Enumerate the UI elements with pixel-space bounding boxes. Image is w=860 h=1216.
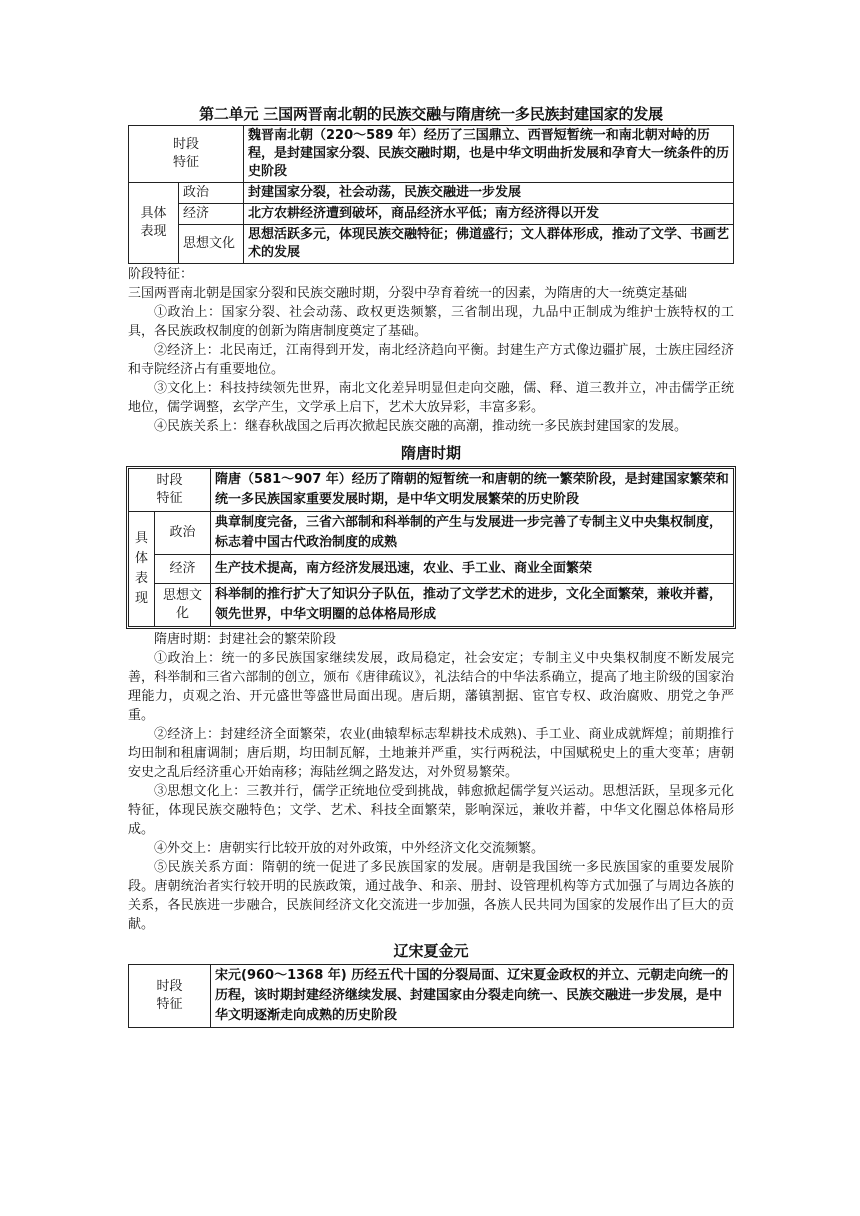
detail-label: 具 [134, 531, 148, 546]
stage-point: ⑤民族关系方面：隋朝的统一促进了多民族国家的发展。唐朝是我国统一多民族国家的重要发展阶段。唐朝统治者实行较开明的民族政策，通过战争、和亲、册封、设管理机构等方式加强了与周边各族的关系，各民族进一步融合，民族间经济文化交流进一步加强，各族人民共同为国家的发展作出了巨大的贡献。 [128, 860, 734, 932]
row-text: 科举制的推行扩大了知识分子队伍，推动了文学艺术的进步，文化全面繁荣，兼收并蓄，领先世界，中华文明圈的总体格局形成 [211, 584, 734, 627]
table-row [129, 965, 734, 1028]
period-label: 特征 [156, 997, 183, 1012]
detail-label-cell [129, 512, 155, 627]
table-row [129, 126, 734, 183]
row-name: 思想文化 [155, 584, 211, 627]
period-label-cell [129, 965, 211, 1028]
period-label: 时段 [156, 473, 183, 488]
liao-song-table [128, 964, 734, 1028]
row-text: 思想活跃多元，体现民族交融特征；佛道盛行；文人群体形成，推动了文学、书画艺术的发展 [244, 225, 734, 264]
section-title-sui-tang: 隋唐时期 [400, 444, 461, 462]
stage-point: ④民族关系上：继春秋战国之后再次掀起民族交融的高潮，推动统一多民族封建国家的发展。 [154, 419, 688, 434]
period-label: 时段 [172, 137, 199, 152]
period-label: 特征 [156, 491, 183, 506]
period-label: 时段 [156, 979, 183, 994]
detail-label: 体 [134, 551, 148, 566]
table-row [129, 555, 734, 584]
stage-intro: 隋唐时期：封建社会的繁荣阶段 [154, 632, 337, 647]
wei-jin-table [128, 125, 734, 264]
table-row [129, 584, 734, 627]
stage-point: ②经济上：北民南迁，江南得到开发，南北经济趋向平衡。封建生产方式像边疆扩展，士族庄园经济和寺院经济占有重要地位。 [128, 343, 734, 377]
period-text: 魏晋南北朝（220～589 年）经历了三国鼎立、西晋短暂统一和南北朝对峙的历程，是封建国家分裂、民族交融时期，也是中华文明曲折发展和孕育大一统条件的历史阶段 [244, 126, 734, 183]
detail-label-cell [129, 183, 179, 264]
row-text: 生产技术提高，南方经济发展迅速，农业、手工业、商业全面繁荣 [211, 555, 734, 584]
table-row [129, 183, 734, 204]
sui-tang-table [128, 468, 734, 627]
row-text: 北方农耕经济遭到破坏，商品经济水平低；南方经济得以开发 [244, 204, 734, 225]
period-label-cell [129, 126, 244, 183]
period-label-cell [129, 469, 211, 512]
row-name: 思想文化 [179, 225, 244, 264]
row-name: 政治 [179, 183, 244, 204]
row-name: 政治 [155, 512, 211, 555]
document-page [128, 98, 734, 1028]
stage-point: ①政治上：统一的多民族国家继续发展，政局稳定，社会安定；专制主义中央集权制度不断发展完善，科举制和三省六部制的创立，颁布《唐律疏议》，礼法结合的中华法系确立，提高了地主阶级的国家治理能力，贞观之治、开元盛世等盛世局面出现。唐后期，藩镇割据、宦官专权、政治腐败、朋党之争严重。 [128, 651, 734, 723]
stage-heading: 阶段特征： [128, 267, 194, 282]
period-text: 宋元(960～1368 年) 历经五代十国的分裂局面、辽宋夏金政权的并立、元朝走向统一的历程，该时期封建经济继续发展、封建国家由分裂走向统一、民族交融进一步发展，是中华文明逐渐走向成熟的历史阶段 [211, 965, 734, 1028]
stage-point: ②经济上：封建经济全面繁荣，农业(曲辕犁标志犁耕技术成熟)、手工业、商业成就辉煌；前期推行均田制和租庸调制；唐后期，均田制瓦解，土地兼并严重，实行两税法，中国赋税史上的重大变革；唐朝安史之乱后经济重心开始南移；海陆丝绸之路发达，对外贸易繁荣。 [128, 727, 734, 780]
table-row [129, 225, 734, 264]
stage-point: ③文化上：科技持续领先世界，南北文化差异明显但走向交融，儒、释、道三教并立，冲击儒学正统地位，儒学调整，玄学产生，文学承上启下，艺术大放异彩，丰富多彩。 [128, 381, 734, 415]
unit-title: 第二单元 三国两晋南北朝的民族交融与隋唐统一多民族封建国家的发展 [199, 105, 663, 123]
section-title-liao-song: 辽宋夏金元 [393, 942, 469, 960]
row-text: 封建国家分裂，社会动荡，民族交融进一步发展 [244, 183, 734, 204]
stage-intro: 三国两晋南北朝是国家分裂和民族交融时期，分裂中孕育着统一的因素，为隋唐的大一统奠定基础 [128, 286, 688, 301]
detail-label: 表现 [140, 224, 167, 239]
table-row [129, 512, 734, 555]
row-text: 典章制度完备，三省六部制和科举制的产生与发展进一步完善了专制主义中央集权制度，标志着中国古代政治制度的成熟 [211, 512, 734, 555]
detail-label: 表 [134, 571, 148, 586]
table-row [129, 204, 734, 225]
row-name: 经济 [155, 555, 211, 584]
stage-point: ①政治上：国家分裂、社会动荡、政权更迭频繁，三省制出现，九品中正制成为维护士族特权的工具，各民族政权制度的创新为隋唐制度奠定了基础。 [128, 305, 734, 339]
period-label: 特征 [172, 155, 199, 170]
stage-point: ③思想文化上：三教并行，儒学正统地位受到挑战，韩愈掀起儒学复兴运动。思想活跃，呈现多元化特征，体现民族交融特色；文学、艺术、科技全面繁荣，影响深远，兼收并蓄，中华文化圈总体格局形成。 [128, 784, 734, 837]
row-name: 经济 [179, 204, 244, 225]
detail-label: 具体 [140, 206, 167, 221]
table-row [129, 469, 734, 512]
stage-point: ④外交上：唐朝实行比较开放的对外政策，中外经济文化交流频繁。 [154, 841, 545, 856]
detail-label: 现 [134, 591, 148, 606]
period-text: 隋唐（581～907 年）经历了隋朝的短暂统一和唐朝的统一繁荣阶段，是封建国家繁荣和统一多民族国家重要发展时期，是中华文明发展繁荣的历史阶段 [211, 469, 734, 512]
